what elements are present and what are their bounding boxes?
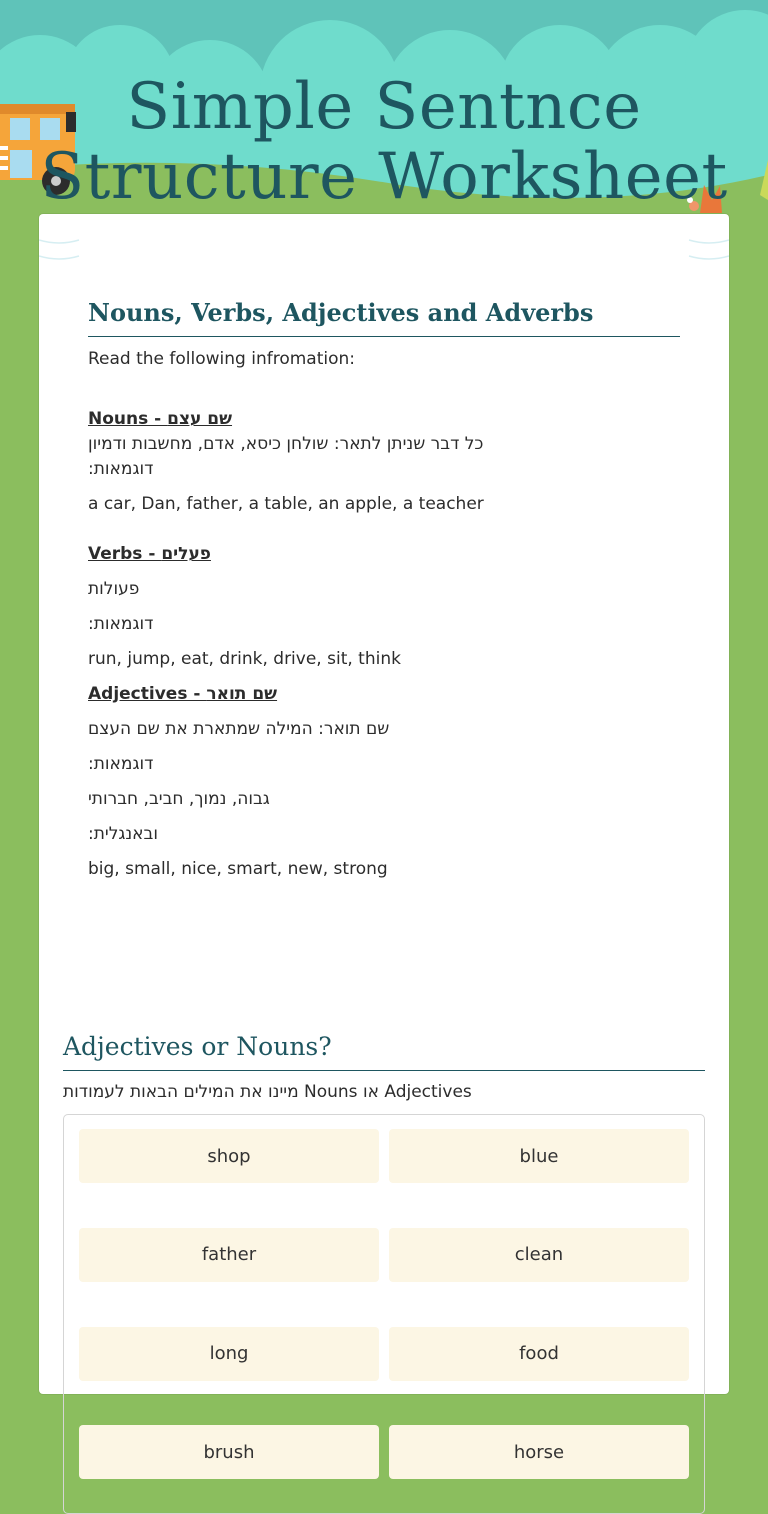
adjectives-definition: שם תואר: המילה שמתארת את שם העצם [88,719,390,739]
word-chip[interactable]: long [79,1327,379,1381]
sorting-section [63,1032,705,1514]
word-chip[interactable]: horse [389,1425,689,1479]
adjectives-examples-hebrew: גבוה, נמוך, חביב, חברותי [88,789,270,809]
word-chip[interactable]: blue [389,1129,689,1183]
nouns-block [88,407,680,517]
intro-text: Read the following infromation: [88,349,356,369]
word-chip[interactable]: clean [389,1228,689,1282]
word-chip[interactable]: food [389,1327,689,1381]
page-title: Simple Sentnce Structure Worksheet [40,70,728,214]
verbs-block [88,542,680,672]
adjectives-block [88,682,680,882]
adjectives-label: Adjectives - שם תואר [88,684,278,704]
adjectives-examples-label: דוגמאות: [88,754,154,774]
info-section [88,298,680,882]
word-bank [63,1114,705,1514]
sorting-heading: Adjectives or Nouns? [63,1032,705,1071]
nouns-label: Nouns - שם עצם [88,409,233,429]
word-chip[interactable]: shop [79,1129,379,1183]
adjectives-english-label: ובאנגלית: [88,824,159,844]
adjectives-examples-english: big, small, nice, smart, new, strong [88,859,388,879]
verbs-definition: פעולות [88,579,140,599]
sorting-instructions: מיינו את המילים הבאות לעמודות Nouns או Adjectives [63,1082,472,1102]
nouns-examples: a car, Dan, father, a table, an apple, a teacher [88,494,484,514]
verbs-label: Verbs - פעלים [88,544,211,564]
section-heading: Nouns, Verbs, Adjectives and Adverbs [88,298,680,337]
decorative-wave [39,232,729,262]
word-chip[interactable]: father [79,1228,379,1282]
word-chip[interactable]: brush [79,1425,379,1479]
nouns-examples-label: דוגמאות: [88,459,154,479]
verbs-examples: run, jump, eat, drink, drive, sit, think [88,649,401,669]
worksheet-card [39,214,729,1463]
verbs-examples-label: דוגמאות: [88,614,154,634]
nouns-definition: כל דבר שניתן לתאר: שולחן כיסא, אדם, מחשבות ודמיון [88,434,484,454]
